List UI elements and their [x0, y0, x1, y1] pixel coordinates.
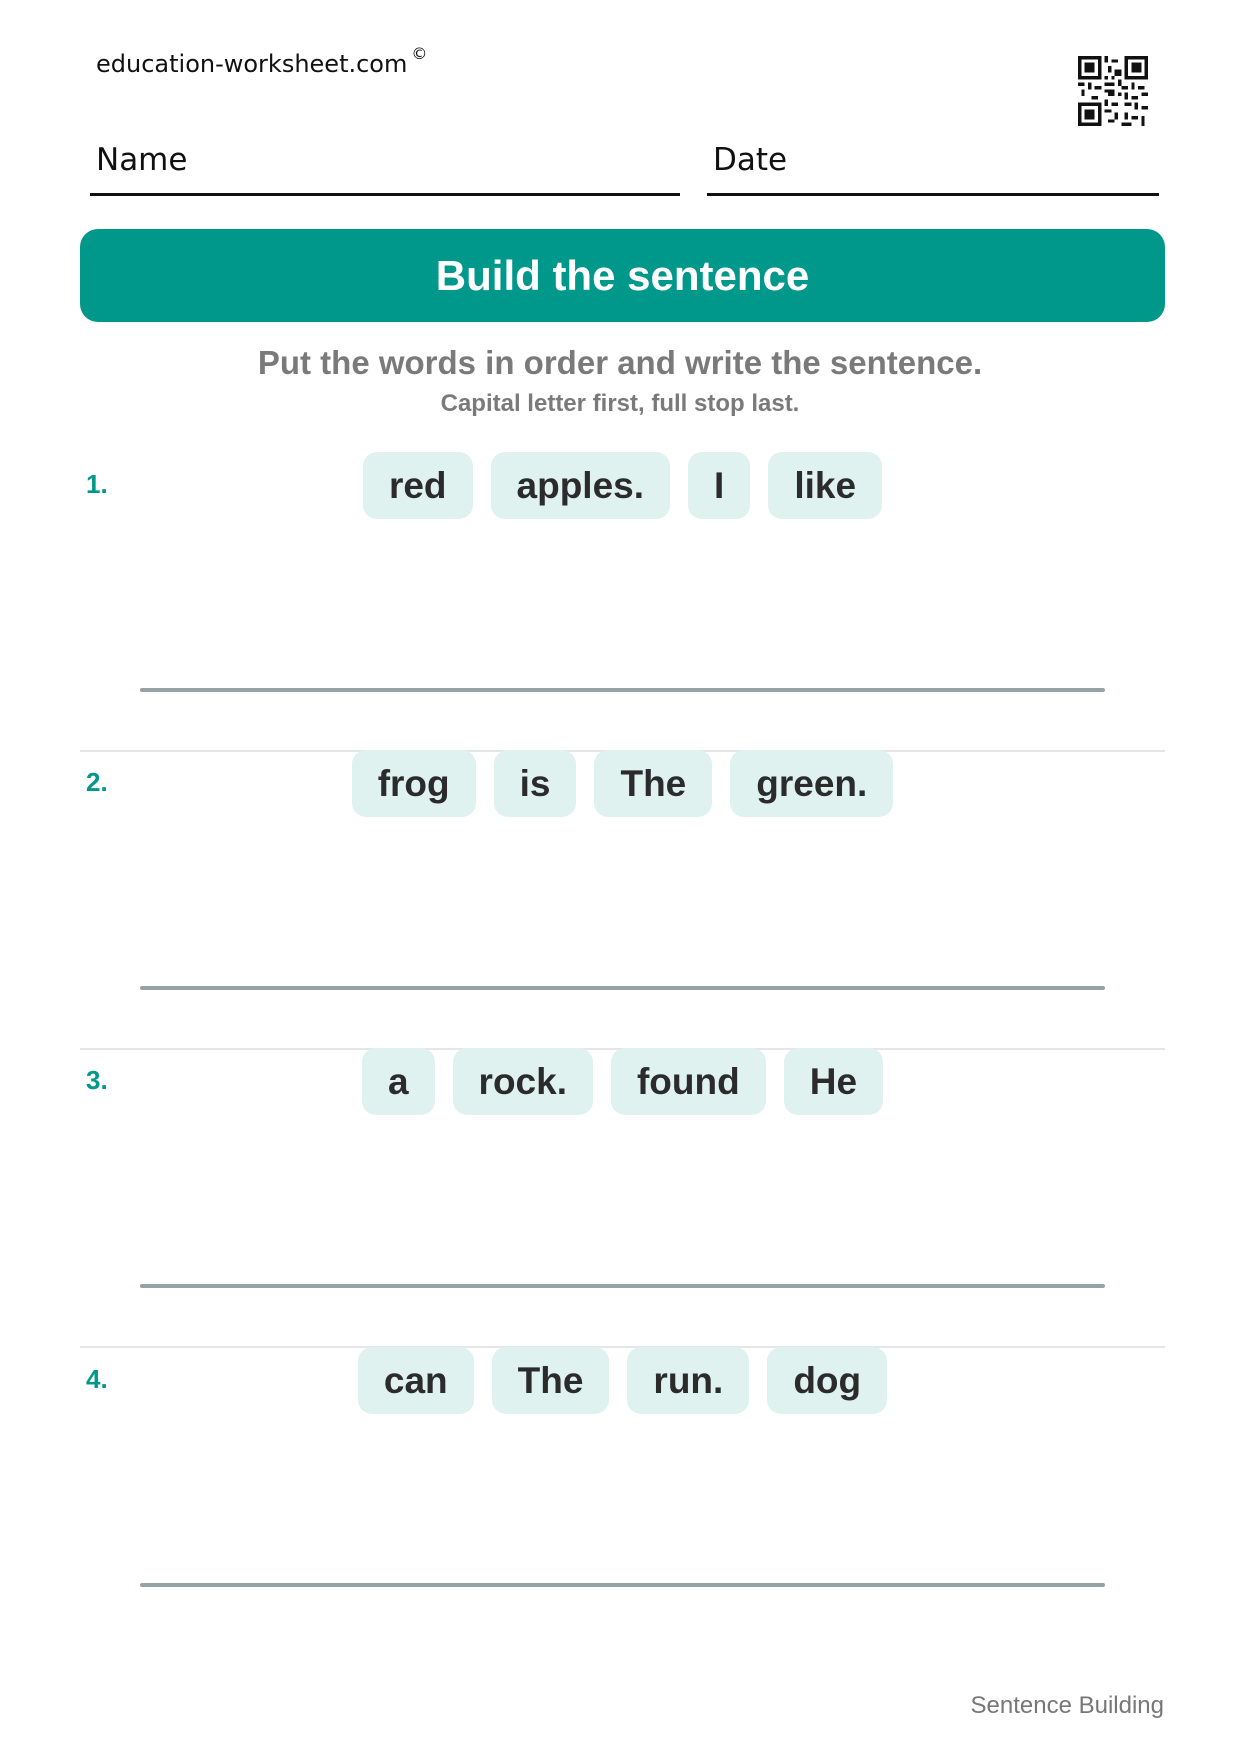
- word-chip-row: [80, 750, 1165, 817]
- date-field[interactable]: [707, 142, 1159, 196]
- qr-code-icon: [1078, 56, 1148, 126]
- exercise-number: 2.: [86, 767, 108, 797]
- instructions-main: Put the words in order and write the sentence.: [257, 344, 983, 381]
- word-chip-row: [80, 1048, 1165, 1115]
- exercise-number: 4.: [86, 1364, 108, 1394]
- instructions-sub: Capital letter first, full stop last.: [440, 390, 800, 417]
- word-chip: red: [363, 452, 473, 519]
- answer-line[interactable]: [140, 1583, 1105, 1587]
- exercise-number: 3.: [86, 1065, 108, 1095]
- name-field[interactable]: [90, 142, 680, 196]
- exercise-number: 1.: [86, 469, 108, 499]
- word-chip: The: [594, 750, 712, 817]
- date-label: Date: [713, 142, 788, 178]
- exercise-item: [80, 1048, 1165, 1348]
- page-title: Build the sentence: [435, 251, 810, 299]
- exercise-item: [80, 452, 1165, 752]
- exercise-item: [80, 750, 1165, 1050]
- word-chip: a: [362, 1048, 435, 1115]
- site-credit: [96, 44, 428, 78]
- word-chip: He: [784, 1048, 883, 1115]
- word-chip: is: [494, 750, 577, 817]
- site-name: education-worksheet.com: [96, 50, 408, 78]
- name-label: Name: [96, 142, 188, 178]
- word-chip: apples.: [491, 452, 671, 519]
- word-chip: rock.: [453, 1048, 593, 1115]
- word-chip: found: [611, 1048, 766, 1115]
- word-chip: green.: [730, 750, 893, 817]
- word-chip: run.: [627, 1347, 749, 1414]
- footer-label: Sentence Building: [970, 1692, 1164, 1719]
- word-chip: can: [358, 1347, 474, 1414]
- title-banner: [80, 229, 1165, 322]
- word-chip: frog: [352, 750, 476, 817]
- word-chip: dog: [767, 1347, 887, 1414]
- word-chip: The: [492, 1347, 610, 1414]
- word-chip: I: [688, 452, 750, 519]
- word-chip-row: [80, 1347, 1165, 1414]
- answer-line[interactable]: [140, 688, 1105, 692]
- copyright-symbol: ©: [411, 44, 428, 63]
- answer-line[interactable]: [140, 986, 1105, 990]
- answer-line[interactable]: [140, 1284, 1105, 1288]
- word-chip-row: [80, 452, 1165, 519]
- exercise-item: [80, 1347, 1165, 1647]
- word-chip: like: [768, 452, 882, 519]
